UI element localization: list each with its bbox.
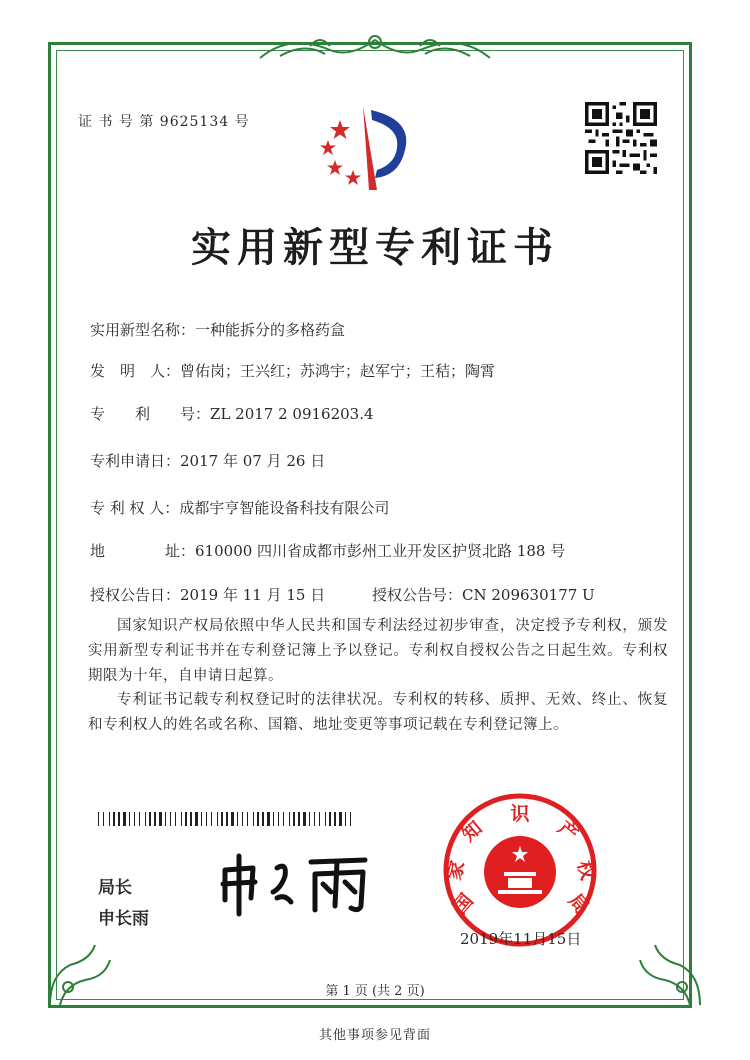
barcode-bar xyxy=(226,812,228,826)
certificate-statement-paragraph: 国家知识产权局依照中华人民共和国专利法经过初步审查，决定授予专利权，颁发实用新型专利证书并在专利登记簿上予以登记。专利权自授权公告之日起生效。专利权期限为十年，自申请日起算。 xyxy=(88,618,668,684)
field-value: 曾佑岗；王兴红；苏鸿宇；赵军宁；王秸；陶霄 xyxy=(180,362,496,380)
barcode-bar xyxy=(145,812,146,826)
filing-date-field xyxy=(90,450,325,471)
svg-text:局: 局 xyxy=(564,889,594,919)
director-name: 申长雨 xyxy=(98,909,149,929)
handwritten-signature xyxy=(215,848,375,918)
svg-text:权: 权 xyxy=(572,858,599,883)
page-indicator: 第 1 页 (共 2 页) xyxy=(325,984,425,999)
barcode-bar xyxy=(267,812,270,826)
field-label: 专利申请日： xyxy=(90,452,181,470)
address-field xyxy=(90,540,565,561)
barcode xyxy=(98,812,356,826)
grant-announcement-number-field xyxy=(372,584,595,605)
barcode-bar xyxy=(293,812,295,826)
barcode-bar xyxy=(247,812,248,826)
barcode-bar xyxy=(134,812,135,826)
svg-text:家: 家 xyxy=(443,858,470,883)
official-seal xyxy=(440,790,600,950)
barcode-bar xyxy=(314,812,315,826)
barcode-bar xyxy=(217,812,218,826)
field-label: 授权公告号： xyxy=(372,586,463,604)
field-value: 2017 年 07 月 26 日 xyxy=(180,452,326,470)
svg-text:国: 国 xyxy=(448,889,478,919)
barcode-bar xyxy=(123,812,126,826)
barcode-bar xyxy=(237,812,238,826)
barcode-bar xyxy=(334,812,336,826)
barcode-bar xyxy=(319,812,320,826)
issue-date: 2019年11月15日 xyxy=(460,930,582,948)
svg-text:产: 产 xyxy=(553,816,583,846)
barcode-bar xyxy=(118,812,120,826)
bottom-left-ornament xyxy=(40,935,120,1015)
field-label: 发 明 人： xyxy=(90,362,181,380)
svg-text:识: 识 xyxy=(510,803,530,825)
barcode-bar xyxy=(170,812,171,826)
field-label: 专 利 权 人： xyxy=(90,499,180,517)
barcode-bar xyxy=(211,812,212,826)
field-label: 专 利 号： xyxy=(90,405,211,423)
barcode-bar xyxy=(98,812,99,826)
bottom-right-ornament xyxy=(630,935,710,1015)
barcode-bar xyxy=(257,812,259,826)
barcode-bar xyxy=(329,812,331,826)
barcode-bar xyxy=(175,812,176,826)
barcode-bar xyxy=(221,812,223,826)
barcode-bar xyxy=(339,812,342,826)
barcode-bar xyxy=(303,812,306,826)
patent-number-field xyxy=(90,403,374,424)
legal-status-paragraph: 专利证书记载专利权登记时的法律状况。专利权的转移、质押、无效、终止、恢复和专利权人的姓名或名称、国籍、地址变更等事项记载在专利登记簿上。 xyxy=(88,692,668,733)
top-ornament xyxy=(250,28,500,66)
barcode-bar xyxy=(283,812,284,826)
field-value: 成都宇亨智能设备科技有限公司 xyxy=(179,499,390,517)
barcode-bar xyxy=(165,812,166,826)
barcode-bar xyxy=(103,812,104,826)
inventors-field xyxy=(90,360,495,381)
field-label: 地 址： xyxy=(90,542,196,560)
barcode-bar xyxy=(129,812,130,826)
barcode-bar xyxy=(195,812,198,826)
barcode-bar xyxy=(325,812,326,826)
field-value: ZL 2017 2 0916203.4 xyxy=(210,405,374,423)
barcode-bar xyxy=(181,812,182,826)
barcode-bar xyxy=(139,812,140,826)
svg-text:知: 知 xyxy=(457,816,487,846)
field-value: 610000 四川省成都市彭州工业开发区护贤北路 188 号 xyxy=(195,542,566,560)
field-value: 一种能拆分的多格药盒 xyxy=(195,321,346,339)
director-title: 局长 xyxy=(98,878,132,898)
barcode-bar xyxy=(253,812,254,826)
barcode-bar xyxy=(350,812,351,826)
field-value: 2019 年 11 月 15 日 xyxy=(180,586,326,604)
barcode-bar xyxy=(242,812,243,826)
utility-model-name-field xyxy=(90,319,345,340)
barcode-bar xyxy=(201,812,202,826)
patentee-field xyxy=(90,497,389,518)
barcode-bar xyxy=(231,812,234,826)
barcode-bar xyxy=(113,812,115,826)
barcode-bar xyxy=(190,812,192,826)
field-label: 授权公告日： xyxy=(90,586,181,604)
certificate-number: 证 书 号 第 9625134 号 xyxy=(78,114,250,130)
barcode-bar xyxy=(159,812,162,826)
back-note: 其他事项参见背面 xyxy=(318,1028,431,1043)
barcode-bar xyxy=(345,812,346,826)
certificate-title: 实用新型专利证书 xyxy=(191,224,559,271)
barcode-bar xyxy=(262,812,264,826)
qr-code xyxy=(585,102,657,174)
barcode-bar xyxy=(298,812,300,826)
barcode-bar xyxy=(154,812,156,826)
field-label: 实用新型名称： xyxy=(90,321,196,339)
barcode-bar xyxy=(109,812,110,826)
barcode-bar xyxy=(309,812,310,826)
grant-announcement-date-field xyxy=(90,584,325,605)
barcode-bar xyxy=(206,812,207,826)
barcode-bar xyxy=(149,812,151,826)
barcode-bar xyxy=(278,812,279,826)
field-value: CN 209630177 U xyxy=(462,586,595,604)
cnipa-logo-icon xyxy=(305,98,425,198)
barcode-bar xyxy=(289,812,290,826)
barcode-bar xyxy=(273,812,274,826)
barcode-bar xyxy=(185,812,187,826)
